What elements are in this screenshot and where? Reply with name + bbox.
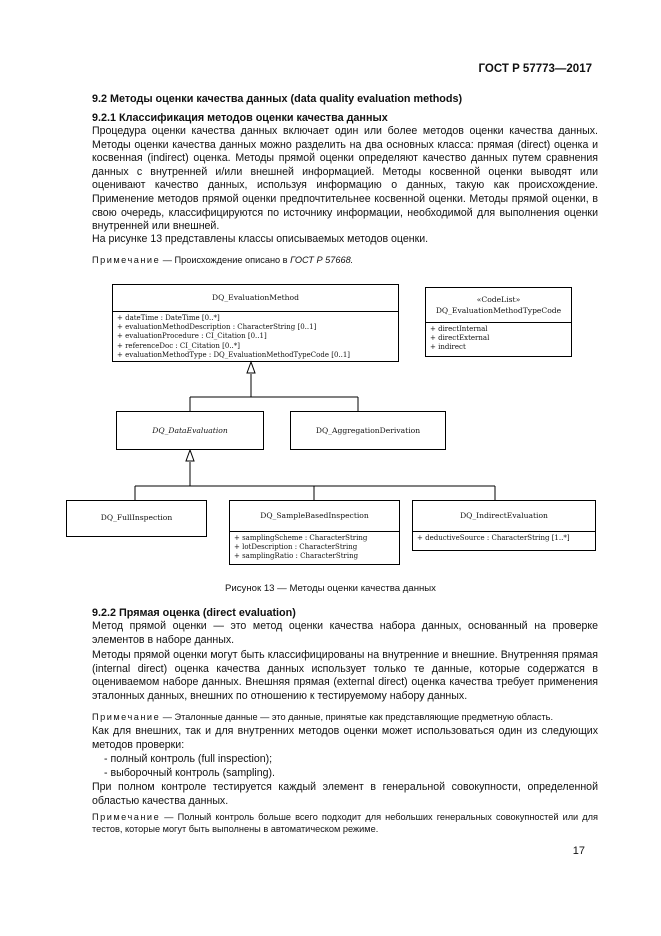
paragraph-full-inspection: При полном контроле тестируется каждый элемент в генеральной совокупности, определенной областью качества данных.: [92, 781, 598, 807]
attribute: + samplingScheme : CharacterString: [234, 534, 368, 542]
note-text: — Эталонные данные — это данные, принятые как представляющие предметную область.: [162, 712, 554, 722]
class-name: DQ_EvaluationMethodTypeCode: [435, 306, 562, 315]
class-data-evaluation: [116, 411, 264, 450]
note-reference-data: [92, 711, 598, 723]
attribute: + directExternal: [430, 334, 490, 343]
figure-caption: Рисунок 13 — Методы оценки качества данных: [225, 583, 436, 594]
attribute: + samplingRatio : CharacterString: [234, 552, 359, 561]
class-name: DQ_DataEvaluation: [152, 426, 228, 435]
attribute: + evaluationMethodDescription : CharacterString [0..1]: [117, 323, 317, 332]
class-name: DQ_AggregationDerivation: [315, 426, 421, 435]
attribute: + indirect: [430, 343, 466, 352]
subsection-title-1: 9.2.1 Классификация методов оценки качества данных: [92, 112, 388, 124]
list-item: - выборочный контроль (sampling).: [104, 767, 276, 779]
attribute: + dateTime : DateTime [0..*]: [117, 314, 220, 322]
attribute: + evaluationMethodType : DQ_EvaluationMethodTypeCode [0..1]: [117, 350, 351, 359]
class-attributes: [230, 531, 399, 562]
attribute: + evaluationProcedure : CI_Citation [0..1]: [117, 332, 267, 341]
class-aggregation-derivation: [290, 411, 446, 450]
note-label: Примечание: [92, 712, 161, 722]
attribute: + directInternal: [430, 325, 488, 333]
paragraph-direct-definition: Метод прямой оценки — это метод оценки качества набора данных, основанный на проверке элементов в наборе данных.: [92, 620, 598, 646]
document-header: ГОСТ Р 57773—2017: [478, 63, 592, 75]
class-name: DQ_SampleBasedInspection: [260, 511, 369, 520]
class-stereotype: «CodeList»: [476, 295, 521, 304]
subsection-title-2: 9.2.2 Прямая оценка (direct evaluation): [92, 607, 296, 619]
note-text: — Происхождение описано в: [162, 255, 288, 265]
paragraph-classification: Процедура оценки качества данных включает один или более методов оценки качества данных. Методы оценки качества данных можно разделить на два основных класса: прямая (direct) оценка и косвенная (indirect) оценка. Методы прямой оценки определяют качество данных путем сравнения данных с внутренней и/или внешней информацией. Методы косвенной оценки выводят или оценивают качество данных, используя информацию о данных, такую как происхождение. Применение методов прямой оценки предпочтительнее косвенной оценки. Методы прямой оценки, в свою очередь, классифицируются по источнику информации, необходимой для выполнения оценки внутренней или внешней.: [92, 125, 598, 233]
class-name: DQ_EvaluationMethod: [212, 293, 299, 302]
class-full-inspection: [66, 500, 207, 537]
attribute: + referenceDoc : CI_Citation [0..*]: [117, 341, 240, 350]
note-reference: ГОСТ Р 57668.: [290, 255, 354, 265]
attribute: + deductiveSource : CharacterString [1..*]: [417, 534, 570, 542]
note-label: Примечание: [92, 812, 161, 822]
paragraph-figure-ref: На рисунке 13 представлены классы описываемых методов оценки.: [92, 233, 429, 245]
class-sample-based-inspection: [229, 500, 400, 565]
page-number: 17: [572, 845, 585, 857]
class-name: DQ_FullInspection: [100, 513, 173, 522]
attribute: + lotDescription : CharacterString: [234, 543, 358, 552]
class-indirect-evaluation: [412, 500, 596, 551]
paragraph-internal-external: Методы прямой оценки могут быть классифицированы на внутренние и внешние. Внутренняя прямая (internal direct) оценка качества данных использует только те данные, которые содержатся в оцениваемом наборе данных. Внешняя прямая (external direct) оценка качества требует применения эталонных данных, внешних по отношению к тестируемому набору данных.: [92, 649, 598, 702]
class-name: DQ_IndirectEvaluation: [460, 511, 548, 520]
list-item: - полный контроль (full inspection);: [104, 753, 273, 765]
section-title: 9.2 Методы оценки качества данных (data quality evaluation methods): [92, 93, 463, 105]
paragraph-inspection-methods: Как для внешних, так и для внутренних методов оценки может использоваться один из следующих методов проверки:: [92, 725, 598, 751]
note-full-inspection: [92, 811, 598, 835]
class-attributes: [413, 531, 595, 543]
note-text: — Полный контроль больше всего подходит для небольших генеральных совокупностей или для тестов, которые могут быть выполнены в автоматическом режиме.: [92, 812, 598, 834]
note-label: Примечание: [92, 255, 161, 265]
